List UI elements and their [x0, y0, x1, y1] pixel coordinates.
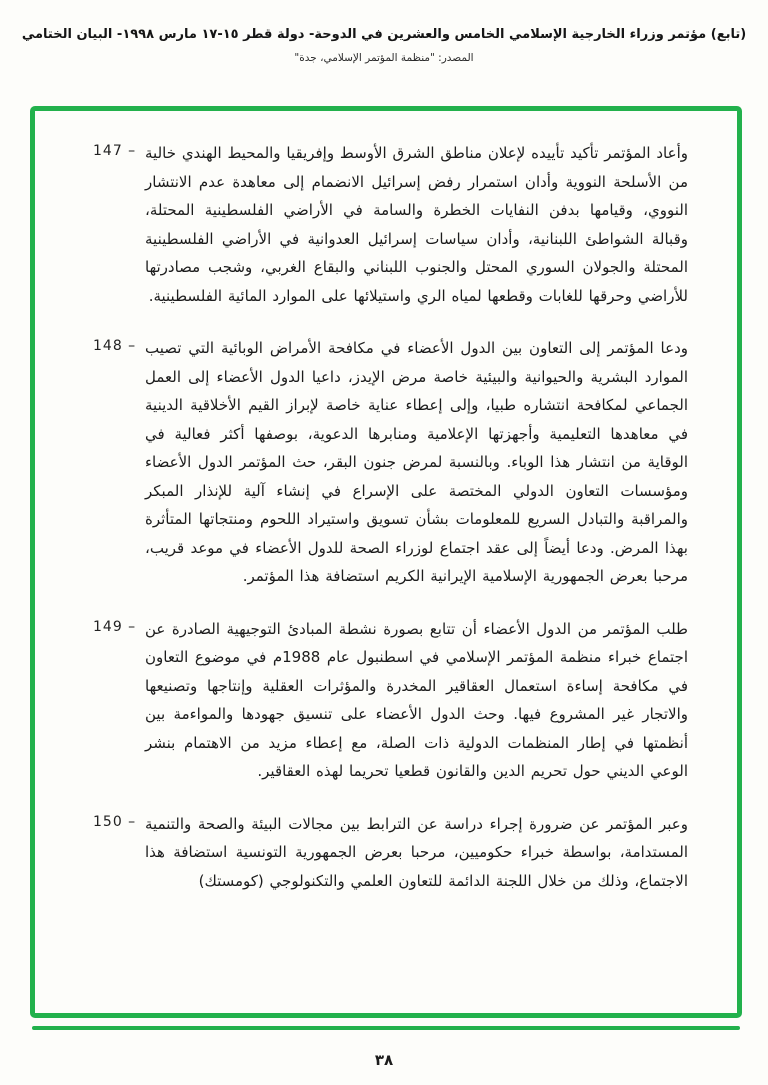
clause-text: ودعا المؤتمر إلى التعاون بين الدول الأعضاء في مكافحة الأمراض الوبائية التي تصيب الموارد البشرية والحيوانية والبيئية خاصة مرض الإيدز، داعيا الدول الأعضاء إلى العمل الجماعي لمكافحة انتشاره طبيا، وإلى إعطاء عناية خاصة لإبراز القيم الأخلاقية الدينية في معاهدها التعليمية وأجهزتها الإعلامية ومنابرها الدعوية، بوصفها أكثر فعالية في الوقاية من انتشار هذا الوباء. وبالنسبة لمرض جنون البقر، حث المؤتمر الدول الأعضاء ومؤسسات التعاون الدولي المختصة على الإسراع في إنشاء آلية للإنذار المبكر والمراقبة والتبادل السريع للمعلومات بشأن تسويق واستيراد اللحوم ومنتجاتها المتأثرة بهذا المرض. ودعا أيضاً إلى عقد اجتماع لوزراء الصحة للدول الأعضاء في موعد قريب، مرحبا بعرض الجمهورية الإسلامية الإيرانية الكريم استضافة هذا المؤتمر.	[145, 339, 688, 585]
page-number: ٣٨	[374, 1051, 394, 1069]
document-header-title: (تابع) مؤتمر وزراء الخارجية الإسلامي الخامس والعشرين في الدوحة- دولة قطر ١٥-١٧ مارس ١٩٩٨- البيان الختامي	[21, 27, 747, 42]
green-annotation-frame	[30, 106, 742, 1018]
clause-text: وأعاد المؤتمر تأكيد تأييده لإعلان مناطق الشرق الأوسط وإفريقيا والمحيط الهندي خالية من الأسلحة النووية وأدان استمرار رفض إسرائيل الانضمام إلى معاهدة عدم الانتشار النووي، وقيامها بدفن النفايات الخطرة والسامة في الأراضي الفلسطينية المحتلة، وقبالة الشواطئ اللبنانية، وأدان سياسات إسرائيل العدوانية في الأراضي الفلسطينية المحتلة والجولان السوري المحتل والجنوب اللبناني والبقاع الغربي، وشجب مصادرتها للأراضي وحرقها للغابات وقطعها لمياه الري واستيلائها على الموارد المائية الفلسطينية.	[145, 144, 688, 305]
document-header	[0, 0, 768, 64]
document-source-line: المصدر: "منظمة المؤتمر الإسلامي، جدة"	[294, 52, 474, 64]
clause-148	[93, 334, 688, 591]
clause-number: 150 –	[93, 813, 137, 830]
clause-text: وعبر المؤتمر عن ضرورة إجراء دراسة عن الترابط بين مجالات البيئة والصحة والتنمية المستدامة، بواسطة خبراء حكوميين، مرحبا بعرض الجمهورية التونسية استضافة هذا الاجتماع، وذلك من خلال اللجنة الدائمة للتعاون العلمي والتكنولوجي (كومستك)	[145, 814, 688, 890]
clause-number: 148 –	[93, 338, 137, 354]
clause-150	[93, 810, 688, 896]
clause-149	[93, 615, 688, 786]
clause-text: طلب المؤتمر من الدول الأعضاء أن تتابع بصورة نشطة المبادئ التوجيهية الصادرة عن اجتماع خبراء منظمة المؤتمر الإسلامي في اسطنبول عام 1988م في موضوع التعاون في مكافحة إساءة استعمال العقاقير المخدرة والمؤثرات العقلية وإنتاجها وتصنيعها والاتجار غير المشروع فيها. وحث الدول الأعضاء على تنسيق جهودها والمواءمة بين أنظمتها في إطار المنظمات الدولية ذات الصلة، مع إعطاء مزيد من الاهتمام بنشر الوعي الديني حول تحريم الدين والقانون قطعيا تحريما لهذه العقاقير.	[145, 619, 688, 780]
clause-147	[93, 139, 688, 310]
frame-bottom-rule	[32, 1026, 740, 1030]
clause-number: 147 –	[93, 143, 137, 159]
clause-number: 149 –	[93, 618, 137, 635]
